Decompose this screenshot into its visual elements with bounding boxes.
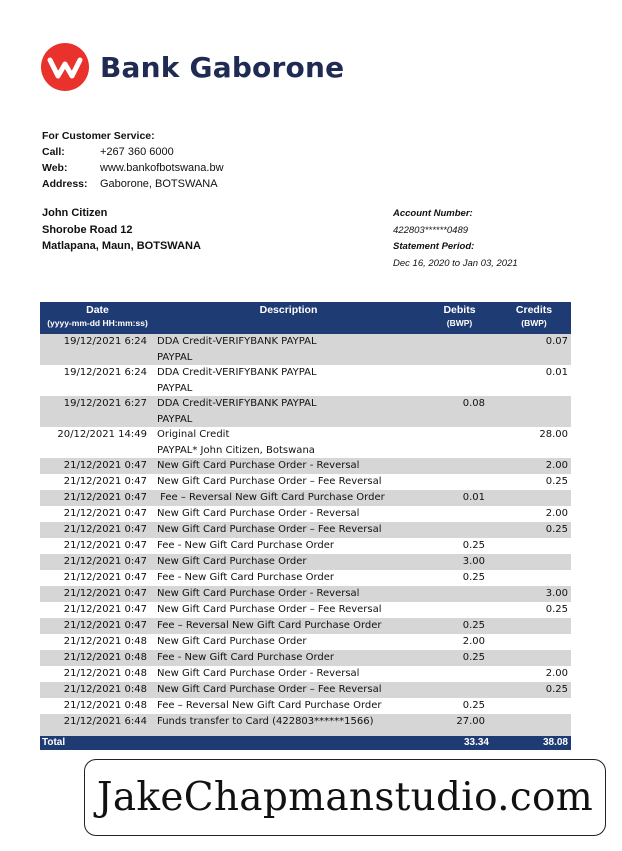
table-row	[40, 554, 571, 570]
row-credit: 0.25	[497, 522, 571, 538]
row-date: 21/12/2021 0:47	[63, 572, 147, 583]
row-debit: 0.25	[462, 540, 485, 551]
row-date: 21/12/2021 0:48	[63, 636, 147, 647]
row-date: 21/12/2021 0:47	[63, 476, 147, 487]
row-description-line1: New Gift Card Purchase Order - Reversal	[157, 460, 360, 471]
row-date: 21/12/2021 0:47	[40, 586, 155, 602]
total-label: Total	[40, 736, 155, 750]
bank-logo	[40, 42, 344, 92]
row-credit: 28.00	[539, 429, 568, 440]
row-date: 21/12/2021 0:47	[63, 540, 147, 551]
column-header-date	[40, 302, 155, 334]
account-info-block	[393, 206, 518, 272]
row-description-line1: New Gift Card Purchase Order – Fee Reversal	[157, 604, 382, 615]
row-date: 19/12/2021 6:27	[40, 396, 155, 427]
row-date: 21/12/2021 0:48	[40, 650, 155, 666]
row-date: 21/12/2021 0:47	[63, 604, 147, 615]
row-date: 19/12/2021 6:24	[63, 367, 147, 378]
debits-header-unit: (BWP)	[446, 318, 473, 328]
total-debits: 33.34	[422, 736, 497, 750]
table-row	[40, 714, 571, 736]
row-debit	[422, 666, 497, 682]
transactions-table	[40, 302, 571, 750]
row-debit: 0.25	[422, 650, 497, 666]
row-debit: 0.01	[422, 490, 497, 506]
row-description-line1: Fee - New Gift Card Purchase Order	[157, 572, 335, 583]
total-spacer	[155, 736, 422, 750]
row-credit	[497, 396, 571, 427]
address-value: Gaborone, BOTSWANA	[100, 178, 218, 190]
row-description-line1: New Gift Card Purchase Order – Fee Reversal	[157, 684, 382, 695]
row-credit	[497, 650, 571, 666]
date-header-label: Date	[86, 304, 109, 316]
total-row	[40, 736, 571, 750]
row-date: 21/12/2021 0:47	[40, 490, 155, 506]
call-label: Call:	[42, 146, 65, 158]
row-debit	[422, 458, 497, 474]
credits-header-unit: (BWP)	[521, 318, 547, 328]
row-description	[155, 602, 422, 618]
call-row	[42, 144, 224, 160]
row-description	[155, 474, 422, 490]
column-header-debits	[422, 302, 497, 334]
row-description-line1: Fee - New Gift Card Purchase Order	[157, 540, 335, 551]
table-row	[40, 506, 571, 522]
total-credits: 38.08	[497, 736, 571, 750]
customer-street: Shorobe Road 12	[42, 223, 133, 236]
row-debit	[422, 522, 497, 538]
date-header-format: (yyyy-mm-dd HH:mm:ss)	[47, 318, 148, 328]
row-description	[155, 458, 422, 474]
row-description	[155, 570, 422, 586]
call-value: +267 360 6000	[100, 146, 174, 158]
row-date: 21/12/2021 0:47	[63, 508, 147, 519]
row-description	[155, 427, 422, 458]
row-description	[155, 714, 422, 736]
row-date: 21/12/2021 0:47	[40, 458, 155, 474]
debits-header-label: Debits	[443, 304, 476, 316]
web-label: Web:	[42, 162, 68, 174]
column-header-description	[155, 302, 422, 334]
row-debit	[422, 365, 497, 396]
customer-service-block	[42, 128, 224, 192]
row-description-line2: PAYPAL	[157, 382, 193, 394]
address-row	[42, 176, 224, 192]
bank-name: Bank Gaborone	[100, 50, 345, 84]
column-header-credits	[497, 302, 571, 334]
row-description-line2: PAYPAL* John Citizen, Botswana	[157, 444, 315, 456]
row-description	[155, 554, 422, 570]
table-header-row	[40, 302, 571, 334]
table-row	[40, 522, 571, 538]
row-debit	[422, 427, 497, 458]
row-description-line1: DDA Credit-VERIFYBANK PAYPAL	[157, 367, 317, 378]
table-row	[40, 602, 571, 618]
row-debit: 0.25	[422, 618, 497, 634]
watermark-text: JakeChapmanstudio.com	[96, 775, 594, 820]
row-description-line1: Fee – Reversal New Gift Card Purchase Order	[157, 492, 385, 503]
row-debit: 0.25	[462, 700, 485, 711]
row-description-line1: New Gift Card Purchase Order	[157, 556, 307, 567]
table-row	[40, 618, 571, 634]
row-description	[155, 586, 422, 602]
row-description-line1: New Gift Card Purchase Order	[157, 636, 307, 647]
account-number: 422803******0489	[393, 224, 469, 236]
row-description-line1: New Gift Card Purchase Order - Reversal	[157, 668, 360, 679]
table-row	[40, 634, 571, 650]
row-description-line1: New Gift Card Purchase Order - Reversal	[157, 588, 360, 599]
table-row	[40, 490, 571, 506]
row-date: 21/12/2021 6:44	[40, 714, 155, 736]
row-credit: 0.25	[545, 476, 568, 487]
row-date: 21/12/2021 0:47	[40, 522, 155, 538]
row-description-line1: DDA Credit-VERIFYBANK PAYPAL	[157, 336, 317, 347]
row-credit	[497, 490, 571, 506]
table-row	[40, 586, 571, 602]
credits-header-label: Credits	[515, 304, 553, 316]
row-description	[155, 396, 422, 427]
row-debit: 2.00	[462, 636, 485, 647]
row-debit	[422, 602, 497, 618]
row-date: 20/12/2021 14:49	[57, 429, 147, 440]
statement-period: Dec 16, 2020 to Jan 03, 2021	[393, 257, 518, 269]
row-description	[155, 634, 422, 650]
row-debit	[422, 474, 497, 490]
row-description-line1: New Gift Card Purchase Order – Fee Reversal	[157, 476, 382, 487]
row-description-line1: Fee – Reversal New Gift Card Purchase Order	[157, 700, 382, 711]
row-debit: 3.00	[422, 554, 497, 570]
row-credit	[497, 618, 571, 634]
row-description	[155, 618, 422, 634]
web-row	[42, 160, 224, 176]
row-date: 19/12/2021 6:24	[40, 334, 155, 365]
row-debit	[422, 334, 497, 365]
row-description-line1: Fee - New Gift Card Purchase Order	[157, 652, 335, 663]
row-description	[155, 334, 422, 365]
table-row	[40, 682, 571, 698]
row-credit: 2.00	[545, 508, 568, 519]
row-description	[155, 698, 422, 714]
account-number-label: Account Number:	[393, 208, 473, 219]
row-description	[155, 650, 422, 666]
row-credit	[497, 714, 571, 736]
row-description	[155, 682, 422, 698]
row-credit: 2.00	[545, 668, 568, 679]
table-row	[40, 396, 571, 427]
row-credit	[497, 634, 571, 650]
row-description-line1: DDA Credit-VERIFYBANK PAYPAL	[157, 398, 317, 409]
row-description-line2: PAYPAL	[157, 351, 193, 363]
row-date: 21/12/2021 0:48	[40, 682, 155, 698]
row-description-line1: Funds transfer to Card (422803******1566)	[157, 716, 374, 727]
row-credit: 3.00	[497, 586, 571, 602]
row-credit	[497, 538, 571, 554]
table-row	[40, 334, 571, 365]
row-description-line1: Original Credit	[157, 429, 230, 440]
row-debit: 0.25	[462, 572, 485, 583]
customer-service-heading: For Customer Service:	[42, 130, 155, 142]
row-description	[155, 522, 422, 538]
row-credit: 0.25	[545, 604, 568, 615]
row-date: 21/12/2021 0:47	[40, 618, 155, 634]
row-debit	[422, 682, 497, 698]
row-description-line1: New Gift Card Purchase Order – Fee Reversal	[157, 524, 382, 535]
table-row	[40, 458, 571, 474]
web-value[interactable]: www.bankofbotswana.bw	[100, 162, 224, 174]
row-credit: 0.01	[545, 367, 568, 378]
row-credit: 2.00	[497, 458, 571, 474]
row-credit: 0.07	[497, 334, 571, 365]
table-row	[40, 666, 571, 682]
row-debit: 27.00	[422, 714, 497, 736]
row-debit	[422, 586, 497, 602]
address-label: Address:	[42, 178, 88, 190]
table-row	[40, 570, 571, 586]
row-description-line1: Fee – Reversal New Gift Card Purchase Order	[157, 620, 382, 631]
transactions-body	[40, 334, 571, 736]
customer-city: Matlapana, Maun, BOTSWANA	[42, 240, 201, 252]
row-date: 21/12/2021 0:47	[40, 554, 155, 570]
table-row	[40, 698, 571, 714]
row-description	[155, 666, 422, 682]
row-description-line2: PAYPAL	[157, 413, 193, 425]
row-debit: 0.08	[422, 396, 497, 427]
row-description	[155, 365, 422, 396]
table-row	[40, 474, 571, 490]
row-description	[155, 538, 422, 554]
description-header-label: Description	[259, 304, 318, 316]
row-description	[155, 490, 422, 506]
row-debit	[422, 506, 497, 522]
customer-name: John Citizen	[42, 207, 108, 219]
row-description	[155, 506, 422, 522]
row-description-line1: New Gift Card Purchase Order - Reversal	[157, 508, 360, 519]
bank-logo-icon	[40, 42, 90, 92]
table-row	[40, 538, 571, 554]
watermark-box	[84, 759, 606, 836]
row-date: 21/12/2021 0:48	[63, 700, 147, 711]
table-row	[40, 427, 571, 458]
row-credit: 0.25	[497, 682, 571, 698]
row-credit	[497, 698, 571, 714]
table-row	[40, 365, 571, 396]
row-credit	[497, 570, 571, 586]
row-date: 21/12/2021 0:48	[63, 668, 147, 679]
table-row	[40, 650, 571, 666]
row-credit	[497, 554, 571, 570]
statement-period-label: Statement Period:	[393, 241, 475, 252]
customer-address-block	[42, 205, 201, 255]
